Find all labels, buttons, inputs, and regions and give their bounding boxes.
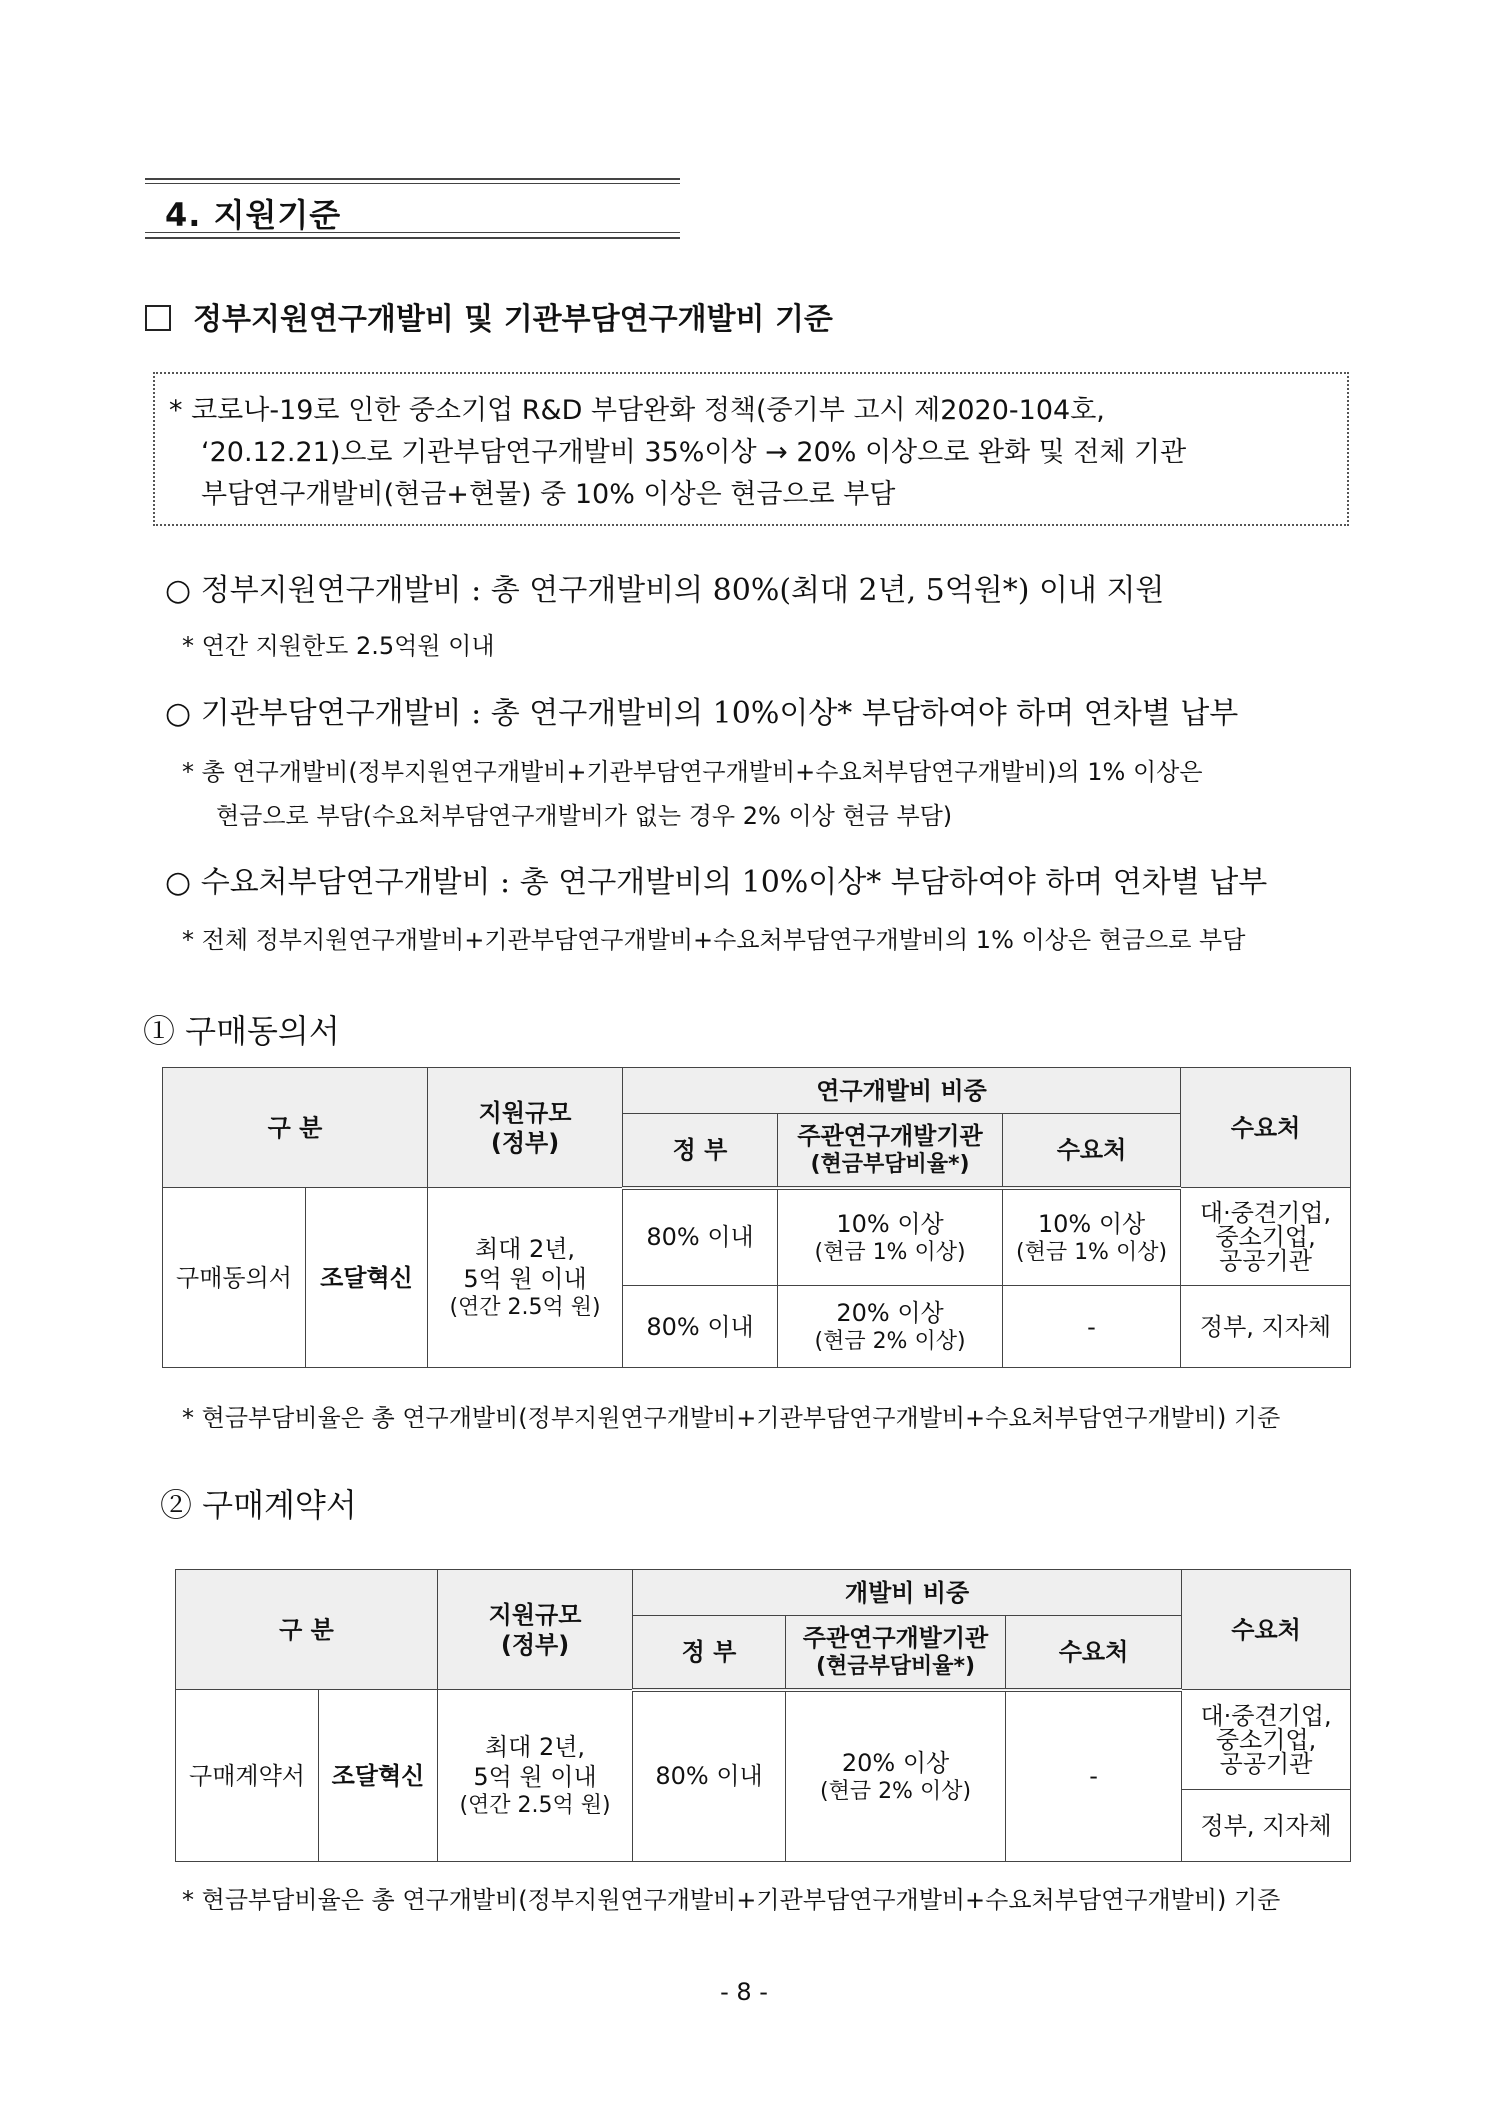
row-scale — [428, 1188, 623, 1368]
header-scale-sub: (정부) — [500, 1630, 570, 1659]
header-scale-sub: (정부) — [490, 1128, 560, 1157]
note-line: 부담연구개발비(현금+현물) 중 10% 이상은 현금으로 부담 — [201, 479, 896, 510]
cell-demand — [1182, 1690, 1351, 1790]
bullet-note: * 총 연구개발비(정부지원연구개발비+기관부담연구개발비+수요처부담연구개발비)의 1% 이상은 — [182, 758, 1203, 786]
row-scale-3: (연간 2.5억 원) — [459, 1792, 611, 1818]
demand-line: 중소기업, — [1215, 1725, 1317, 1754]
bullet-note: * 전체 정부지원연구개발비+기관부담연구개발비+수요처부담연구개발비의 1% 이상은 현금으로 부담 — [182, 926, 1246, 954]
cell-org-main: 20% 이상 — [836, 1298, 944, 1327]
header-gubun: 구 분 — [176, 1570, 438, 1690]
subheading-text: 정부지원연구개발비 및 기관부담연구개발비 기준 — [193, 302, 833, 337]
demand-line: 중소기업, — [1215, 1222, 1316, 1251]
cell-org-main: 20% 이상 — [841, 1748, 950, 1777]
header-ratio: 연구개발비 비중 — [623, 1068, 1181, 1114]
header-ratio: 개발비 비중 — [633, 1570, 1182, 1616]
note-box — [153, 372, 1349, 526]
note-line: ‘20.12.21)으로 기관부담연구개발비 35%이상 → 20% 이상으로 완화 및 전체 기관 — [201, 437, 1187, 468]
cell-org — [778, 1286, 1003, 1368]
subheading — [145, 294, 833, 338]
table1 — [162, 1067, 1351, 1368]
row-scale-1: 최대 2년, — [484, 1732, 586, 1761]
cell-org-main: 10% 이상 — [836, 1209, 944, 1238]
cell-demand: 정부, 지자체 — [1182, 1790, 1351, 1862]
cell-gov: 80% 이내 — [633, 1690, 786, 1862]
header-gov: 정 부 — [633, 1616, 786, 1690]
row-scale-2: 5억 원 이내 — [473, 1762, 597, 1791]
header-gubun: 구 분 — [163, 1068, 428, 1188]
cell-org — [786, 1690, 1006, 1862]
row-scale — [438, 1690, 633, 1862]
demand-line: 공공기관 — [1219, 1749, 1313, 1778]
row-type: 구매동의서 — [163, 1188, 306, 1368]
header-demand: 수요처 — [1182, 1570, 1351, 1690]
table2-footnote: * 현금부담비율은 총 연구개발비(정부지원연구개발비+기관부담연구개발비+수요처부담연구개발비) 기준 — [182, 1886, 1281, 1914]
row-type: 구매계약서 — [176, 1690, 319, 1862]
note-line: * 코로나-19로 인한 중소기업 R&D 부담완화 정책(중기부 고시 제2020-104호, — [169, 395, 1105, 426]
demand-line: 대·중견기업, — [1200, 1701, 1332, 1730]
bullet-demand-rnd: ○ 수요처부담연구개발비 : 총 연구개발비의 10%이상* 부담하여야 하며 연차별 납부 — [165, 865, 1268, 900]
bullet-note: * 연간 지원한도 2.5억원 이내 — [182, 632, 495, 660]
header-gov: 정 부 — [623, 1114, 778, 1188]
row-scale-3: (연간 2.5억 원) — [449, 1294, 601, 1320]
cell-dem — [1003, 1188, 1181, 1286]
header-org — [778, 1114, 1003, 1188]
header-dem: 수요처 — [1006, 1616, 1182, 1690]
cell-dem-main: 10% 이상 — [1037, 1209, 1146, 1238]
demand-line: 대·중견기업, — [1199, 1198, 1332, 1227]
header-org-sub: (현금부담비율*) — [815, 1654, 976, 1679]
cell-demand — [1181, 1188, 1351, 1286]
cell-gov: 80% 이내 — [623, 1286, 778, 1368]
header-scale — [428, 1068, 623, 1188]
table1-footnote: * 현금부담비율은 총 연구개발비(정부지원연구개발비+기관부담연구개발비+수요처부담연구개발비) 기준 — [182, 1404, 1281, 1432]
page-number: - 8 - — [720, 1978, 768, 2006]
header-dem: 수요처 — [1003, 1114, 1181, 1188]
cell-gov: 80% 이내 — [623, 1188, 778, 1286]
cell-org — [778, 1188, 1003, 1286]
row-kind: 조달혁신 — [319, 1690, 438, 1862]
checkbox-square-icon — [145, 305, 171, 331]
header-org — [786, 1616, 1006, 1690]
bullet-note: 현금으로 부담(수요처부담연구개발비가 없는 경우 2% 이상 현금 부담) — [216, 802, 953, 830]
header-scale-label: 지원규모 — [478, 1098, 572, 1127]
demand-line: 공공기관 — [1219, 1246, 1312, 1275]
cell-org-sub: (현금 2% 이상) — [819, 1778, 972, 1804]
bullet-gov-rnd: ○ 정부지원연구개발비 : 총 연구개발비의 80%(최대 2년, 5억원*) 이내 지원 — [165, 573, 1165, 608]
header-scale — [438, 1570, 633, 1690]
bullet-org-rnd: ○ 기관부담연구개발비 : 총 연구개발비의 10%이상* 부담하여야 하며 연차별 납부 — [165, 696, 1239, 731]
table2-title: ② 구매계약서 — [160, 1486, 357, 1524]
cell-dem-sub: (현금 1% 이상) — [1015, 1239, 1168, 1265]
row-scale-1: 최대 2년, — [474, 1234, 576, 1263]
table2 — [175, 1569, 1351, 1862]
header-org-label: 주관연구개발기관 — [797, 1122, 983, 1150]
cell-dem: - — [1006, 1690, 1182, 1862]
cell-org-sub: (현금 1% 이상) — [814, 1239, 966, 1265]
row-kind: 조달혁신 — [306, 1188, 428, 1368]
table1-title: ① 구매동의서 — [143, 1012, 340, 1050]
section-title-text: 4. 지원기준 — [165, 196, 342, 234]
header-demand: 수요처 — [1181, 1068, 1351, 1188]
header-scale-label: 지원규모 — [488, 1600, 582, 1629]
cell-demand: 정부, 지자체 — [1181, 1286, 1351, 1368]
header-org-sub: (현금부담비율*) — [810, 1152, 970, 1177]
row-scale-2: 5억 원 이내 — [463, 1264, 587, 1293]
section-title — [145, 178, 680, 240]
cell-org-sub: (현금 2% 이상) — [814, 1328, 966, 1354]
cell-dem: - — [1003, 1286, 1181, 1368]
header-org-label: 주관연구개발기관 — [802, 1624, 989, 1652]
